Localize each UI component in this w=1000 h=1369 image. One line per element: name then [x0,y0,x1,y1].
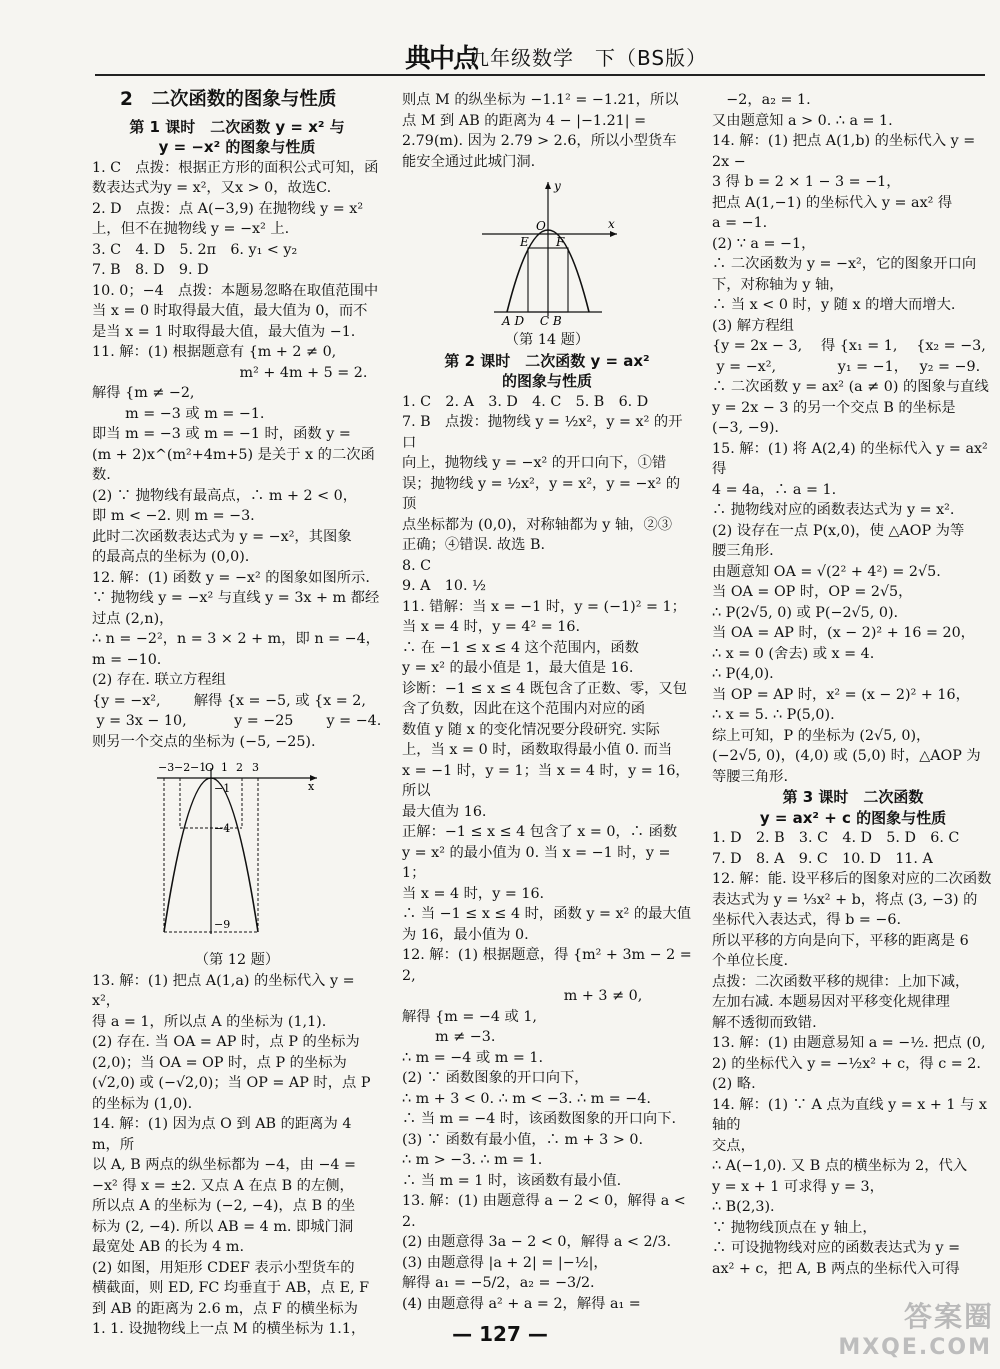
answer-line: 交点， [712,1137,755,1154]
answer-line: (2) 如图，用矩形 CDEF 表示小型货车的 [92,1259,355,1276]
answer-line: ∴ 当 −1 ≤ x ≤ 4 时，函数 y = x² 的最大值 [402,906,692,922]
answer-line: ∴ 二次函数 y = ax² (a ≠ 0) 的图象与直线 [712,379,989,395]
figure-label: F [556,235,565,249]
x-tick-label: −1 [190,761,207,774]
answer-line: 横截面，则 ED, FC 均垂直于 AB，点 E, F [92,1280,370,1296]
lesson-2-title: 第 2 课时 二次函数 y = ax² 的图象与性质 [444,351,650,390]
column-right [712,90,994,1279]
lesson-3-title: 第 3 课时 二次函数 y = ax² + c 的图象与性质 [759,788,947,827]
answer-line: 9. A 10. ½ [402,578,486,594]
answer-line: 此时二次函数表达式为 y = −x²，其图象 [92,528,352,545]
answer-line: −2，a₂ = 1. [712,92,811,108]
answer-line: 14. 解：(1) 因为点 O 到 AB 的距离为 4 m，所 [92,1116,356,1153]
column-left [92,90,382,1340]
answer-line: (3) ∵ 函数有最小值，∴ m + 3 > 0. [402,1131,643,1148]
answer-line: 坐标代入表达式，得 b = −6. [712,912,902,928]
answer-line: 2) 的坐标代入 y = −½x² + c，得 c = 2. [712,1055,981,1072]
answer-line: (2) 设存在一点 P(x,0)，使 △AOP 为等 [712,522,965,539]
answer-line: ∴ m = −4 或 m = 1. [402,1049,543,1066]
x-tick-label: 2 [236,761,243,774]
answer-line: 则点 M 的纵坐标为 −1.1² = −1.21，所以 [402,92,679,108]
lesson-1-title: 第 1 课时 二次函数 y = x² 与 y = −x² 的图象与性质 [129,117,345,156]
answer-line: y = x² 的最小值是 1，最大值是 16. [402,660,634,676]
answer-line: 到 AB 的距离为 2.6 m，点 F 的横坐标为 [92,1300,358,1317]
x-tick-label: O [205,761,215,774]
x-tick-label: −2 [174,761,191,774]
answer-line: (2) ∵ 抛物线有最高点，∴ m + 2 < 0， [92,487,358,504]
answer-line: 个单位长度. [712,953,789,969]
answer-line: (2) 存在. 当 OA = AP 时，点 P 的坐标为 [92,1034,360,1050]
answer-line: ∴ 当 x < 0 时，y 随 x 的增大而增大. [712,297,956,313]
answer-line: 得 a = 1，所以点 A 的坐标为 (1,1). [92,1013,327,1030]
answer-line: 是当 x = 1 时取得最大值，最大值为 −1. [92,323,356,340]
answer-line: 解不透彻而致错. [712,1014,817,1031]
answer-line: 1. C 点拨：根据正方形的面积公式可知，函 [92,159,379,176]
answer-line: 当 OA = OP 时，OP = 2√5， [712,584,913,600]
figure-12-caption: （第 12 题） [194,952,280,968]
answer-line: 1. C 2. A 3. D 4. C 5. B 6. D [402,393,649,410]
answer-line: (−2√5, 0)，(4,0) 或 (5,0) 时，△AOP 为 [712,748,981,764]
answer-line: m + 3 ≠ 0, [402,988,643,1004]
answer-line: 14. 解：(1) ∵ A 点为直线 y = x + 1 与 x 轴的 [712,1096,992,1133]
answer-line: ∴ 抛物线对应的函数表达式为 y = x². [712,502,955,518]
figure-label: O [536,219,546,233]
answer-line: 含了负数，因此在这个范围内对应的函 [402,701,646,717]
answer-line: ∴ P(4,0). [712,666,774,682]
answer-line: m = −3 或 m = −1. [92,405,265,422]
answer-line: 正确；④错误. 故选 B. [402,537,546,553]
brand-logo: 典中点 [405,44,478,74]
answer-line: 为 16，最小值为 0. [402,926,529,943]
col3-answers-b [712,828,994,1279]
answer-line: ∴ x = 0 (舍去) 或 x = 4. [712,645,875,662]
answer-line: 14. 解：(1) 把点 A(1,b) 的坐标代入 y = 2x − [712,133,980,170]
answer-line: y = x² 的最小值为 0. 当 x = −1 时，y = 1； [402,844,676,881]
answer-line: ∴ m + 3 < 0. ∴ m < −3. ∴ m = −4. [402,1090,651,1107]
y-tick-label: −4 [214,822,231,835]
answer-line: 4 = 4a，∴ a = 1. [712,481,837,498]
answer-line: 2. D 点拨：点 A(−3,9) 在抛物线 y = x² [92,200,364,217]
answer-line: 13. 解：(1) 由题意易知 a = −½. 把点 (0, [712,1035,986,1051]
x-tick-label: 1 [221,761,228,774]
answer-line: (2) 由题意得 3a − 2 < 0，解得 a < 2/3. [402,1234,672,1250]
answer-line: 综上可知，P 的坐标为 (2√5, 0)， [712,727,931,744]
answer-line: 解得 a₁ = −5/2，a₂ = −3/2. [402,1275,595,1291]
answer-line: 的最高点的坐标为 (0,0). [92,549,250,565]
answer-line: 左加右减. 本题易因对平移变化规律理 [712,994,950,1010]
answer-line: 当 x = 0 时取得最大值，最大值为 0，而不 [92,303,368,319]
x-tick-label: 3 [252,761,259,774]
answer-line: ax² + c，把 A, B 两点的坐标代入可得 [712,1260,960,1277]
answer-line: 标为 (2, −4). 所以 AB = 4 m. 即城门洞 [92,1218,354,1235]
answer-line: 12. 解：能. 设平移后的图象对应的二次函数 [712,871,992,887]
answer-line: 3 得 b = 2 × 1 − 3 = −1， [712,174,901,190]
answer-line: 等腰三角形. [712,768,789,785]
col2-answers-a [402,90,692,172]
answer-line: ∴ m > −3. ∴ m = 1. [402,1152,543,1168]
answer-line: 10. 0；−4 点拨：本题易忽略在取值范围中 [92,282,379,299]
answer-line: 上，但不在抛物线 y = −x² 上. [92,221,290,237]
answer-line: 1. 1. 设抛物线上一点 M 的横坐标为 1.1， [92,1321,366,1337]
page-number: — 127 — [452,1322,548,1346]
answer-line: ∴ P(2√5, 0) 或 P(−2√5, 0). [712,604,899,621]
col3-answers-a [712,90,994,787]
answer-line: 7. B 8. D 9. D [92,262,209,278]
answer-line: 点 M 到 AB 的距离为 4 − |−1.21| = [402,112,647,129]
answer-line: 即 m < −2. 则 m = −3. [92,508,255,524]
section-title: 2 二次函数的图象与性质 [120,89,337,110]
answer-line: (m + 2)x^(m²+4m+5) 是关于 x 的二次函数. [92,446,375,483]
answer-line: (2) 存在. 联立方程组 [92,672,226,688]
answer-line: 向上，抛物线 y = −x² 的开口向下，①错 [402,455,667,471]
answer-line: ∴ B(2,3). [712,1199,775,1215]
answer-line: 当 x = 4 时，y = 4² = 16. [402,619,580,635]
answer-line: 11. 解：(1) 根据题意有 {m + 2 ≠ 0, [92,344,337,360]
answer-line: 当 OA = AP 时，(x − 2)² + 16 = 20， [712,625,975,641]
answer-line: 数值 y 随 x 的变化情况要分段研究. 实际 [402,721,660,738]
answer-line: y = 3x − 10, y = −25 y = −4. [92,713,382,729]
figure-14-arch [472,176,622,326]
watermark-logo: 答案圈 [903,1300,994,1333]
answer-line: 由题意知 OA = √(2² + 4²) = 2√5. [712,563,941,580]
column-middle [402,90,697,1314]
figure-label: A D C B [502,314,562,326]
answer-line: 解得 {m = −4 或 1, [402,1008,537,1025]
x-tick-label: −3 [158,761,175,774]
answer-line: ∴ 二次函数为 y = −x²，它的图象开口向 [712,256,977,272]
answer-line: ∴ 当 m = −4 时，该函数图象的开口向下. [402,1111,677,1127]
answer-line: 又由题意知 a > 0. ∴ a = 1. [712,112,893,129]
answer-line: ∴ x = 5. ∴ P(5,0). [712,707,835,723]
figure-label: E [520,235,529,249]
answer-line: 过点 (2,n)， [92,610,174,627]
answer-line: 腰三角形. [712,543,774,559]
answer-line: m ≠ −3. [402,1029,496,1045]
figure-14-caption: （第 14 题） [504,332,590,348]
answer-line: m² + 4m + 5 = 2. [92,364,368,381]
watermark-url: MXQE.COM [838,1335,992,1360]
answer-line: (3) 解方程组 [712,317,794,334]
answer-line: ∵ 抛物线顶点在 y 轴上， [712,1219,877,1236]
header-title: 九年级数学 下（BS版） [469,46,708,70]
answer-line: 15. 解：(1) 将 A(2,4) 的坐标代入 y = ax² 得 [712,440,993,477]
answer-line: 2.79(m). 因为 2.79 > 2.6，所以小型货车 [402,133,677,149]
answer-line: 12. 解：(1) 函数 y = −x² 的图象如图所示. [92,569,370,586]
answer-line: a = −1. [712,215,768,231]
col2-answers-b [402,392,697,1315]
answer-line: 解得 {m ≠ −2, [92,385,195,401]
answer-line: (√2,0) 或 (−√2,0)；当 OP = AP 时，点 P [92,1075,371,1091]
answer-line: (−3, −9). [712,420,779,436]
figure-label: x [608,217,615,231]
answer-line: 误；抛物线 y = ½x²，y = x²，y = −x² 的顶 [402,475,681,512]
answer-line: ∴ A(−1,0). 又 B 点的横坐标为 2，代入 [712,1158,968,1174]
answer-line: 1. D 2. B 3. C 4. D 5. D 6. C [712,830,960,846]
answer-line: −x² 得 x = ±2. 又点 A 在点 B 的左侧， [92,1177,354,1194]
answer-line: (2) ∵ a = −1， [712,235,816,252]
answer-line: 上，当 x = 0 时，函数取得最小值 0. 而当 [402,742,673,758]
answer-line: 点拨：二次函数平移的规律：上加下减， [712,973,970,990]
answer-line: {y = −x², 解得 {x = −5, 或 {x = 2, [92,692,366,709]
answer-line: 12. 解：(1) 根据题意，得 {m² + 3m − 2 = 2, [402,947,697,984]
page-header [95,34,985,76]
answer-line: 7. D 8. A 9. C 10. D 11. A [712,850,933,867]
answer-line: 所以平移的方向是向下，平移的距离是 6 [712,932,969,949]
answer-line: 的坐标为 (1,0). [92,1095,193,1112]
answer-line: 最大值为 16. [402,803,487,820]
y-tick-label: −1 [214,782,231,795]
answer-line: ∴ 在 −1 ≤ x ≤ 4 这个范围内，函数 [402,639,639,656]
answer-line: (2,0)；当 OA = OP 时，点 P 的坐标为 [92,1054,347,1071]
col1-answers-a [92,158,382,753]
answer-line: 当 OP = AP 时，x² = (x − 2)² + 16， [712,686,970,703]
answer-line: 最宽处 AB 的长为 4 m. [92,1239,244,1255]
answer-line: ∴ n = −2²，n = 3 × 2 + m，即 n = −4， [92,631,380,647]
answer-line: 11. 错解：当 x = −1 时，y = (−1)² = 1； [402,598,686,615]
figure-12-parabola [152,756,322,946]
answer-line: ∴ 可设抛物线对应的函数表达式为 y = [712,1240,961,1256]
answer-line: 下，对称轴为 y 轴， [712,276,844,293]
answer-line: 则另一个交点的坐标为 (−5, −25). [92,733,316,750]
answer-line: 数表达式为y = x²，又x > 0，故选C. [92,180,332,196]
answer-line: ∴ 当 m = 1 时，该函数有最小值. [402,1172,622,1189]
answer-line: 7. B 点拨：抛物线 y = ½x²，y = x² 的开口 [402,414,683,451]
answer-line: x = −1 时，y = 1；当 x = 4 时，y = 16，所以 [402,762,690,799]
answer-line: y = x + 1 可求得 y = 3， [712,1178,884,1195]
answer-line: (2) ∵ 函数图象的开口向下， [402,1070,589,1086]
answer-line: 点坐标都为 (0,0)，对称轴都为 y 轴，②③ [402,516,673,533]
answer-line: y = −x², y₁ = −1， y₂ = −9. [712,358,981,375]
answer-line: 正解：−1 ≤ x ≤ 4 包含了 x = 0，∴ 函数 [402,824,678,840]
answer-line: m = −10. [92,651,162,668]
answer-line: 诊断：−1 ≤ x ≤ 4 既包含了正数、零，又包 [402,680,688,697]
figure-label: y [554,179,561,193]
answer-line: 以 A, B 两点的纵坐标都为 −4，由 −4 = [92,1157,357,1173]
answer-line: 当 x = 4 时，y = 16. [402,885,545,902]
answer-line: 把点 A(1,−1) 的坐标代入 y = ax² 得 [712,194,953,211]
answer-line: (3) 由题意得 |a + 2| = |−½|， [402,1254,608,1271]
x-axis-label: x [308,780,315,793]
y-tick-label: −9 [214,918,231,931]
answer-line: y = 2x − 3 的另一个交点 B 的坐标是 [712,399,956,416]
answer-line: 即当 m = −3 或 m = −1 时，函数 y = [92,426,351,442]
answer-line: 8. C [402,557,432,574]
answer-line: 能安全通过此城门洞. [402,153,536,170]
answer-line: (2) 略. [712,1076,756,1092]
answer-line: 3. C 4. D 5. 2π 6. y₁ < y₂ [92,241,298,258]
answer-line: 所以点 A 的坐标为 (−2, −4)，点 B 的坐 [92,1198,356,1214]
answer-line: ∵ 抛物线 y = −x² 与直线 y = 3x + m 都经 [92,590,380,606]
answer-line: 表达式为 y = ⅓x² + b，将点 (3, −3) 的 [712,891,978,908]
answer-line: {y = 2x − 3, 得 {x₁ = 1, {x₂ = −3, [712,338,986,354]
answer-line: 13. 解：(1) 把点 A(1,a) 的坐标代入 y = x²， [92,972,360,1009]
answer-line: 13. 解：(1) 由题意得 a − 2 < 0，解得 a < 2. [402,1193,691,1230]
col1-answers-b [92,971,382,1340]
answer-line: (4) 由题意得 a² + a = 2，解得 a₁ = [402,1295,641,1312]
